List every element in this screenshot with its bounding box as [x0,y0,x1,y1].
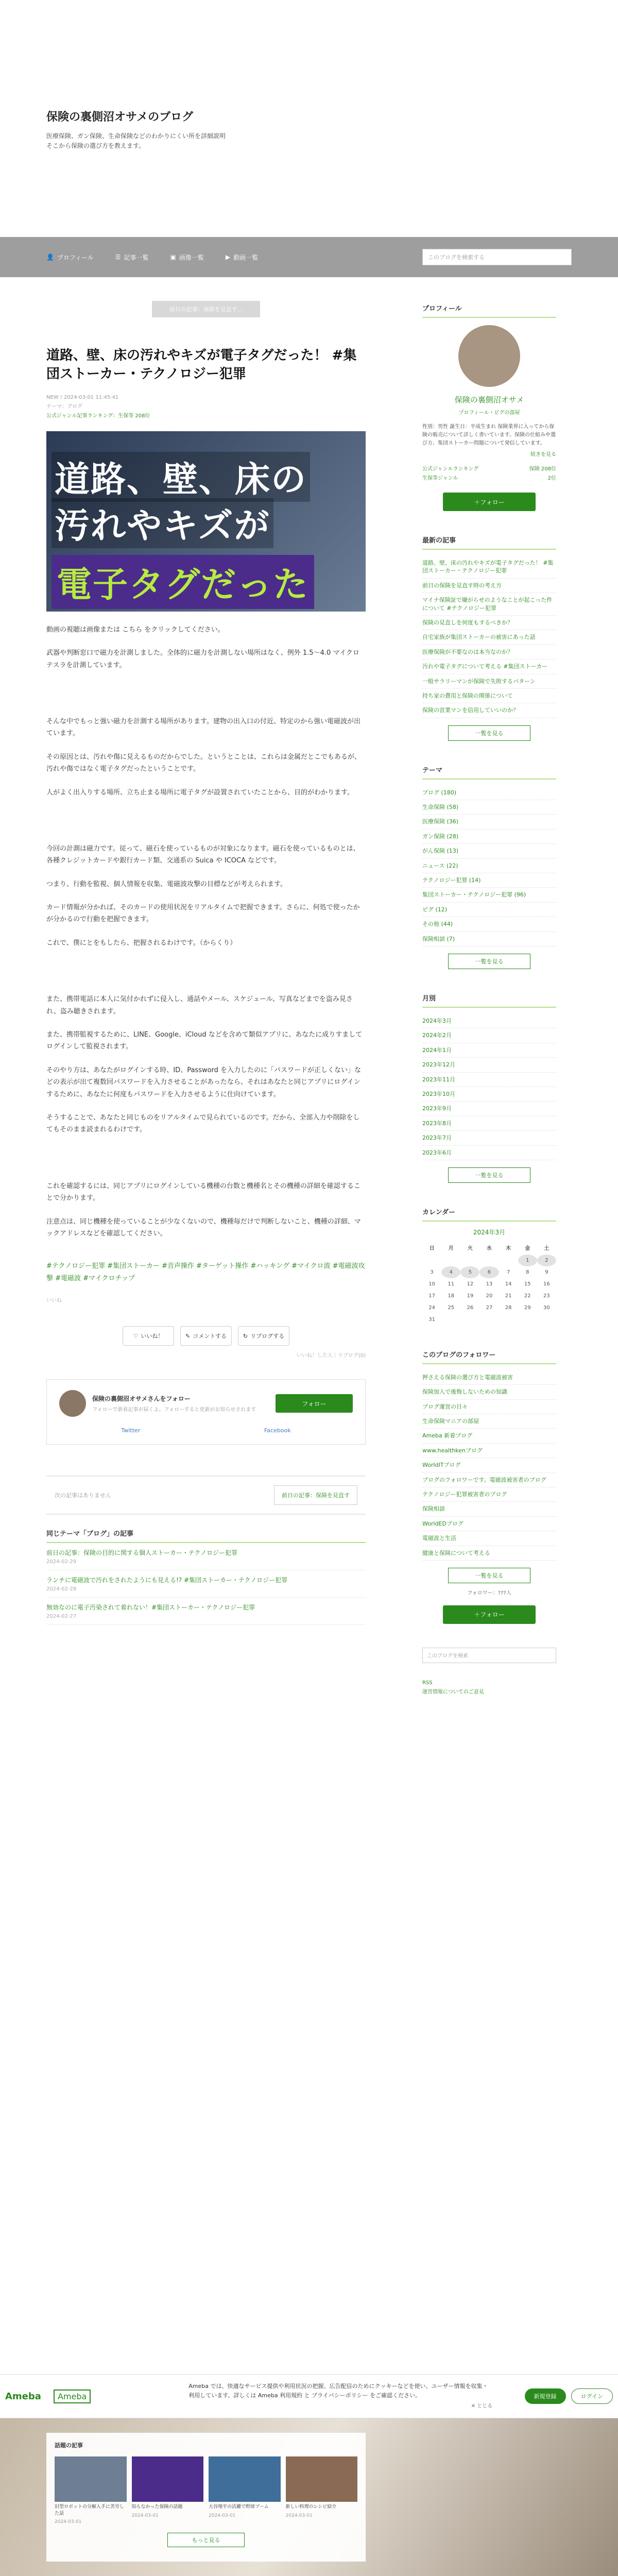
rank-row[interactable] [422,474,556,483]
follower-blog[interactable]: 生命保険マニアの部屋 [422,1414,556,1429]
close-notice-button[interactable]: ✕ とじる [471,2403,493,2409]
archive-item[interactable]: 2024年3月 [422,1014,556,1028]
calendar-section [422,1207,556,1326]
ameba-logo[interactable]: Ameba [5,2391,41,2402]
image-icon: ▣ [170,253,176,261]
video-icon: ▶ [225,253,231,261]
archive-item[interactable]: 2023年9月 [422,1101,556,1116]
article-hero-image[interactable] [46,431,366,612]
recommended-card[interactable] [286,2456,358,2526]
recommended-card[interactable] [132,2456,204,2526]
follower-blog[interactable]: テクノロジー犯罪被害者のブログ [422,1487,556,1502]
heart-icon: ♡ [133,1332,139,1340]
follower-blog[interactable]: WorldEDブログ [422,1517,556,1531]
nav-videos[interactable] [226,253,258,262]
recent-entries-section [422,535,556,741]
blog-description-line: そこから保険の選び方を教えます。 [46,142,145,150]
article-title[interactable]: 道路、壁、床の汚れやキズが電子タグだった！ #集団ストーカー・テクノロジー犯罪 [46,348,357,382]
item-date: 2024-02-28 [46,1586,77,1592]
calendar-day: 18 [448,1293,455,1299]
follower-blog[interactable]: 電磁波と生活 [422,1531,556,1546]
sidebar-follow-button[interactable]: ＋フォロー [443,493,536,511]
card-date: 2024-03-01 [209,2513,236,2518]
comment-button[interactable] [180,1326,232,1346]
paragraph: そうすることで、あなたと同じものをリアルタイムで見られているのです。だから、全部入力や削除をしてもそのまま読まれるわけです。 [46,1113,360,1134]
calendar-month: 2024年3月 [473,1228,506,1236]
section-title: カレンダー [422,1207,556,1222]
recent-entry[interactable]: マイナ保険証で嫌がらせのようなことが起こった件について #テクノロジー犯罪 [422,593,556,616]
follower-blog[interactable]: 押さえる保険の選び方と電磁波被害 [422,1370,556,1385]
like-count-note: いいね [46,1298,62,1304]
calendar-day: 15 [524,1281,531,1287]
facebook-share-link[interactable]: Facebook [264,1427,291,1434]
calendar-day[interactable]: 5 [460,1266,479,1278]
section-title: 最新の記事 [422,535,556,550]
follower-count[interactable]: フォロワー：???人 [467,1590,511,1596]
recent-entry[interactable]: 道路、壁、床の汚れやキズが電子タグだった！ #集団ストーカー・テクノロジー犯罪 [422,556,556,579]
themes-more-button[interactable]: 一覧を見る [448,954,530,969]
nav-label: 画像一覧 [179,253,204,261]
calendar-day: 3 [430,1269,434,1275]
calendar-day: 22 [524,1293,531,1299]
hero-text: 電子タグだった [52,555,314,609]
paragraph: その原因とは、汚れや傷に見えるものだからでした。というとことは、これらは金属だとこでもあるが、汚れや傷ではなく電子タグだったということです。 [46,753,361,773]
follower-blog[interactable]: www.healthkenブログ [422,1444,556,1458]
cookie-notice [188,2382,492,2410]
rank-label: 生保等ジャンル [422,476,458,481]
ameba-anniversary-logo[interactable]: Ameba [54,2389,91,2403]
thumbnail [132,2456,204,2502]
thumbnail [286,2456,358,2502]
archive-item[interactable]: 2023年7月 [422,1131,556,1145]
recent-more-button[interactable]: 一覧を見る [448,725,530,741]
cookie-notice-text: Ameba では、快適なサービス提供や利用状況の把握、広告配信のためにクッキーなどを使い、ユーザー情報を収集・利用しています。詳しくは Ameba 利用規約 と プライバシーポリシー をご確認ください。 [188,2383,488,2399]
theme-item[interactable]: 保険相談 (7) [422,932,556,946]
profile-sub-links[interactable]: プロフィール・ピグの部屋 [458,410,520,416]
card-date: 2024-03-01 [131,2513,159,2518]
comment-icon: ✎ [185,1332,191,1340]
reblog-icon: ↻ [243,1332,248,1340]
archive-item[interactable]: 2023年6月 [422,1146,556,1160]
panel-title: 話題の記事 [55,2442,83,2449]
rank-label: 公式ジャンルランキング [422,466,479,472]
dow: 金 [525,1245,530,1251]
blog-search-input[interactable]: このブログを検索する [422,249,572,265]
reaction-buttons [46,1326,366,1346]
rss-link[interactable]: RSS [422,1680,433,1686]
dow: 火 [467,1245,473,1251]
profile-more-link[interactable]: 続きを見る [530,452,556,457]
follow-button[interactable]: フォロー [276,1394,353,1413]
theme-item[interactable]: ピグ (12) [422,903,556,917]
comment-label: コメントする [193,1333,227,1340]
paragraph: 今回の計測は磁力です。従って、磁石を使っているものが対象になります。磁石を使っているものとは、各種クレジットカードや銀行カード類、交通系の Suica や ICOCA などです。 [46,844,360,865]
reblog-label: リブログする [250,1333,285,1340]
section-title: このブログのフォロワー [422,1349,556,1364]
archive-section [422,993,556,1183]
nav-profile[interactable] [46,253,94,262]
calendar-day: 10 [428,1281,435,1287]
item-title: ランチに電磁波で汚れをされたようにも見える!? #集団ストーカー・テクノロジー犯罪 [46,1577,288,1584]
nav-images[interactable] [170,253,204,262]
section-title: テーマ [422,765,556,779]
like-button[interactable] [123,1326,174,1346]
item-title: 前日の記事：保険の目的に関する個人ストーカー・テクノロジー犯罪 [46,1549,238,1557]
card-date: 2024-03-01 [285,2513,313,2518]
recent-entry[interactable]: 持ち家の費用と保険の関係について [422,689,556,703]
card-caption: 大谷翔平の活躍で野球ブーム [209,2504,269,2510]
recommended-more-button[interactable]: もっと見る [167,2533,245,2547]
follower-blog[interactable]: ブログのフォロワーです。電磁波被害者のブログ [422,1473,556,1487]
calendar-day: 27 [486,1304,493,1311]
page-body [0,277,618,1697]
background-photo-area [0,2418,618,2576]
article-date: NEW ! 2024-03-01 11:45:41 [46,394,119,400]
recommended-card[interactable] [209,2456,281,2526]
calendar-day[interactable]: 1 [518,1255,537,1266]
article-meta [46,393,366,421]
paragraph: 武器や判断窓口で磁力を計測しました。全体的に磁力を計測しない場所はなく、例外 1.5〜4.0 マイクロテスラを計測しています。 [46,649,359,669]
paragraph: 動画の視聴は画像または こちら をクリックしてください。 [46,625,225,634]
recommended-panel [46,2433,366,2562]
calendar-day: 28 [505,1304,512,1311]
calendar-day: 19 [467,1293,474,1299]
archive-more-button[interactable]: 一覧を見る [448,1167,530,1183]
calendar-day: 26 [467,1304,474,1311]
profile-section [422,303,556,511]
theme-item[interactable]: テクノロジー犯罪 (14) [422,873,556,888]
calendar-day: 11 [448,1281,455,1287]
follower-blog[interactable]: ブログ運営の日々 [422,1400,556,1414]
calendar-day: 25 [448,1304,455,1311]
recent-entry[interactable]: 自宅家族が集団ストーカーの被害にあった話 [422,630,556,645]
rank-row[interactable] [422,465,556,474]
paragraph: つまり、行動を監視、個人情報を収集、電磁波攻撃の目標などが考えられます。 [46,880,287,888]
section-title: 同じテーマ「ブログ」の記事 [46,1528,366,1543]
theme-item[interactable]: 医療保険 (36) [422,815,556,829]
person-icon: 👤 [46,253,54,261]
hashtags[interactable]: #テクノロジー犯罪 #集団ストーカー #音声操作 #ターゲット操作 #ハッキング #マイクロ波 #電磁波攻撃 #電磁波 #マイクロチップ [46,1262,365,1282]
archive-item[interactable]: 2023年12月 [422,1058,556,1072]
blog-description-line: 医療保険、ガン保険、生命保険などのわかりにくい所を詳細説明 [46,132,226,140]
dow: 日 [429,1245,435,1251]
dow: 土 [544,1245,550,1251]
login-button[interactable]: ログイン [571,2388,613,2404]
theme-item[interactable]: ガン保険 (28) [422,829,556,844]
calendar-day: 24 [428,1304,435,1311]
profile-name[interactable]: 保険の裏側沼オサメ [454,395,524,404]
follower-blog[interactable]: 健康と保険について考える [422,1546,556,1561]
dow: 木 [506,1245,511,1251]
recent-entry[interactable]: 保険の営業マンを信用していいのか？ [422,703,556,718]
thumbnail [55,2456,127,2502]
rank-value: 保険 208位 [529,466,556,472]
recent-entry[interactable]: 医療保険が不要なのは本当なのか？ [422,645,556,659]
paragraph: そんな中でもっと強い磁力を計測する場所があります。建物の出入口の付近、特定のから強い電磁波が出ています。 [46,717,360,738]
card-caption: 旧型ロボットの分解入手に苦労した話 [55,2504,125,2516]
card-date: 2024-03-01 [55,2519,82,2525]
thumbnail [209,2456,281,2502]
blog-description [46,131,618,151]
archive-item[interactable]: 2023年10月 [422,1087,556,1101]
list-item[interactable] [46,1570,366,1598]
calendar-day: 16 [543,1281,550,1287]
profile-avatar[interactable] [458,325,520,387]
theme-item[interactable]: ニュース (22) [422,859,556,873]
reblog-button[interactable] [238,1326,289,1346]
archive-item[interactable]: 2023年8月 [422,1116,556,1131]
calendar-day[interactable]: 4 [441,1266,460,1278]
sidebar-footer-links [422,1679,556,1697]
genre-rank-link[interactable]: 公式ジャンル記事ランキング：生保等 208位 [46,413,150,419]
recent-entry[interactable]: 前日の保険を見直す時の考え方 [422,579,556,593]
main-column [46,277,366,1697]
calendar-day: 23 [543,1293,550,1299]
item-date: 2024-02-29 [46,1559,77,1565]
blog-title[interactable]: 保険の裏側沼オサメのブログ [46,111,194,124]
follower-blog[interactable]: 保険相談 [422,1502,556,1516]
card-caption: 新しい料理のレシピ紹介 [285,2504,337,2510]
paragraph: これを確認するには、同じアプリにログインしている機種の台数と機種名とその機種の詳細を確認することで分かります。 [46,1182,360,1202]
rank-value: 2位 [547,476,556,481]
follower-blog[interactable]: Ameba 新着ブログ [422,1429,556,1443]
article-body [46,624,366,1240]
calendar-day: 30 [543,1304,550,1311]
nav-label: 動画一覧 [233,253,259,261]
follow-text: 保険の裏側沼オサメさんをフォロー [92,1395,191,1403]
dow: 月 [448,1245,454,1251]
calendar-day: 12 [467,1281,474,1287]
list-icon: ☰ [115,253,121,261]
follow-box [46,1379,366,1445]
calendar-day: 8 [526,1269,529,1275]
profile-text: 性別：男性 誕生日：平成生まれ 保険業界に入ってから保険の販売について詳しく書いています。保険の仕組みや選び方、集団ストーカー問題について発信しています。 [422,424,556,446]
calendar-day: 29 [524,1304,531,1311]
section-title: 月別 [422,993,556,1008]
sidebar-search-input[interactable]: このブログを検索 [422,1648,556,1663]
pager-prev: 次の記事はありません [55,1492,111,1499]
calendar-day: 31 [428,1316,435,1323]
report-link[interactable]: 運営情報についてのご意見 [422,1689,484,1695]
nav-entries[interactable] [115,253,149,262]
paragraph: また、携帯電話に本人に気付かれずに侵入し、通話やメール、スケジュール、写真などまでを盗み見され、盗み聴きされます。 [46,995,353,1015]
calendar-day: 17 [428,1293,435,1299]
list-item[interactable] [46,1598,366,1625]
global-nav [0,237,618,277]
register-button[interactable]: 新規登録 [525,2388,566,2404]
paragraph: カード情報が分かれば、そのカードの使用状況をリアルタイムで把握できます。さらに、何処で使ったかが分かるので行動を把握できます。 [46,904,360,924]
follower-blog[interactable]: WorldITブログ [422,1458,556,1472]
nav-label: 記事一覧 [124,253,149,261]
list-item[interactable] [46,1543,366,1570]
hero-text: 汚れやキズが [52,498,273,548]
archive-item[interactable]: 2024年1月 [422,1043,556,1058]
nav-label: プロフィール [57,253,94,261]
card-caption: 知らなかった保険の話題 [131,2504,183,2510]
archive-item[interactable]: 2024年2月 [422,1028,556,1043]
article-pager [46,1476,366,1515]
item-title: 無効なのに電子汚染されて着れない！#集団ストーカー・テクノロジー犯罪 [46,1604,255,1612]
pager-next-button[interactable]: 前日の記事：保険を見直す [274,1485,357,1505]
theme-item[interactable]: がん保険 (13) [422,844,556,858]
sidebar [422,277,556,1697]
calendar-day[interactable]: 2 [537,1255,556,1266]
hero-text: 道路、壁、床の [52,452,310,502]
calendar-day: 20 [486,1293,493,1299]
site-header [0,0,618,237]
theme-item[interactable]: その他 (44) [422,917,556,931]
theme-item[interactable]: ブログ (180) [422,786,556,800]
paragraph: 人がよく出入りする場所、立ち止まる場所に電子タグが設置されていたことから、目的がわかります。 [46,788,354,796]
followers-more-button[interactable]: 一覧を見る [448,1568,530,1583]
themes-section [422,765,556,969]
calendar-day[interactable]: 6 [479,1266,499,1278]
sidebar-follow-button-2[interactable]: ＋フォロー [443,1605,536,1624]
article-theme[interactable]: テーマ：ブログ [46,403,82,410]
like-summary-link[interactable]: いいね！した人｜リブログ(0) [296,1353,366,1359]
item-date: 2024-02-27 [46,1614,77,1620]
archive-item[interactable]: 2023年11月 [422,1073,556,1087]
section-title: プロフィール [422,303,556,318]
twitter-share-link[interactable]: Twitter [121,1427,141,1434]
calendar-table [422,1241,556,1326]
author-avatar[interactable] [59,1390,86,1417]
theme-item[interactable]: 集団ストーカー・テクノロジー犯罪 (96) [422,888,556,902]
recommended-card[interactable] [55,2456,127,2526]
calendar-day: 9 [545,1269,548,1275]
like-label: いいね！ [141,1333,164,1340]
calendar-day: 13 [486,1281,493,1287]
dow: 水 [486,1245,492,1251]
recent-entry[interactable]: 保険の見直しを何度もするべきか？ [422,616,556,630]
calendar-day: 21 [505,1293,512,1299]
followers-section [422,1349,556,1624]
follower-blog[interactable]: 保険加入で後悔しないための知識 [422,1385,556,1399]
prev-article-button[interactable]: 前日の記事：保険を見直す... [152,301,260,317]
recent-entry[interactable]: 一般サラリーマンが保険で失敗するパターン [422,674,556,689]
calendar-day: 7 [506,1269,510,1275]
calendar-day: 14 [505,1281,512,1287]
same-theme-section [46,1528,366,1625]
ameba-cookie-bar [0,2374,618,2418]
theme-item[interactable]: 生命保険 (58) [422,800,556,815]
follow-subtext: フォローで新着記事が届くよ。フォローすると更新がお知らせされます [92,1407,256,1413]
paragraph: これで、僕にとをもしたら、把握されるわけです。（からくり） [46,939,237,947]
paragraph: そのやり方は、あなたがログインする時、ID、Password を入力したのに「パスワードが正しくない」などの表示が出て複数回パスワードを入力させることがあったなら、それはあなたと同じアプリにログインするために、あなたに何度もパスワードを入力させるように仕向けています。 [46,1066,362,1098]
paragraph: また、携帯監視するために、LINE、Google、iCloud などを含めて類似アプリに、あなたに成りすましてログインして監視されます。 [46,1031,363,1051]
paragraph: 注意点は、同じ機種を使っていることが少なくないので、機種毎だけで判断しないこと、機種の詳細、マックアドレスなどを確認してください。 [46,1217,361,1238]
recent-entry[interactable]: 汚れや電子タグについて考える #集団ストーカー [422,659,556,674]
